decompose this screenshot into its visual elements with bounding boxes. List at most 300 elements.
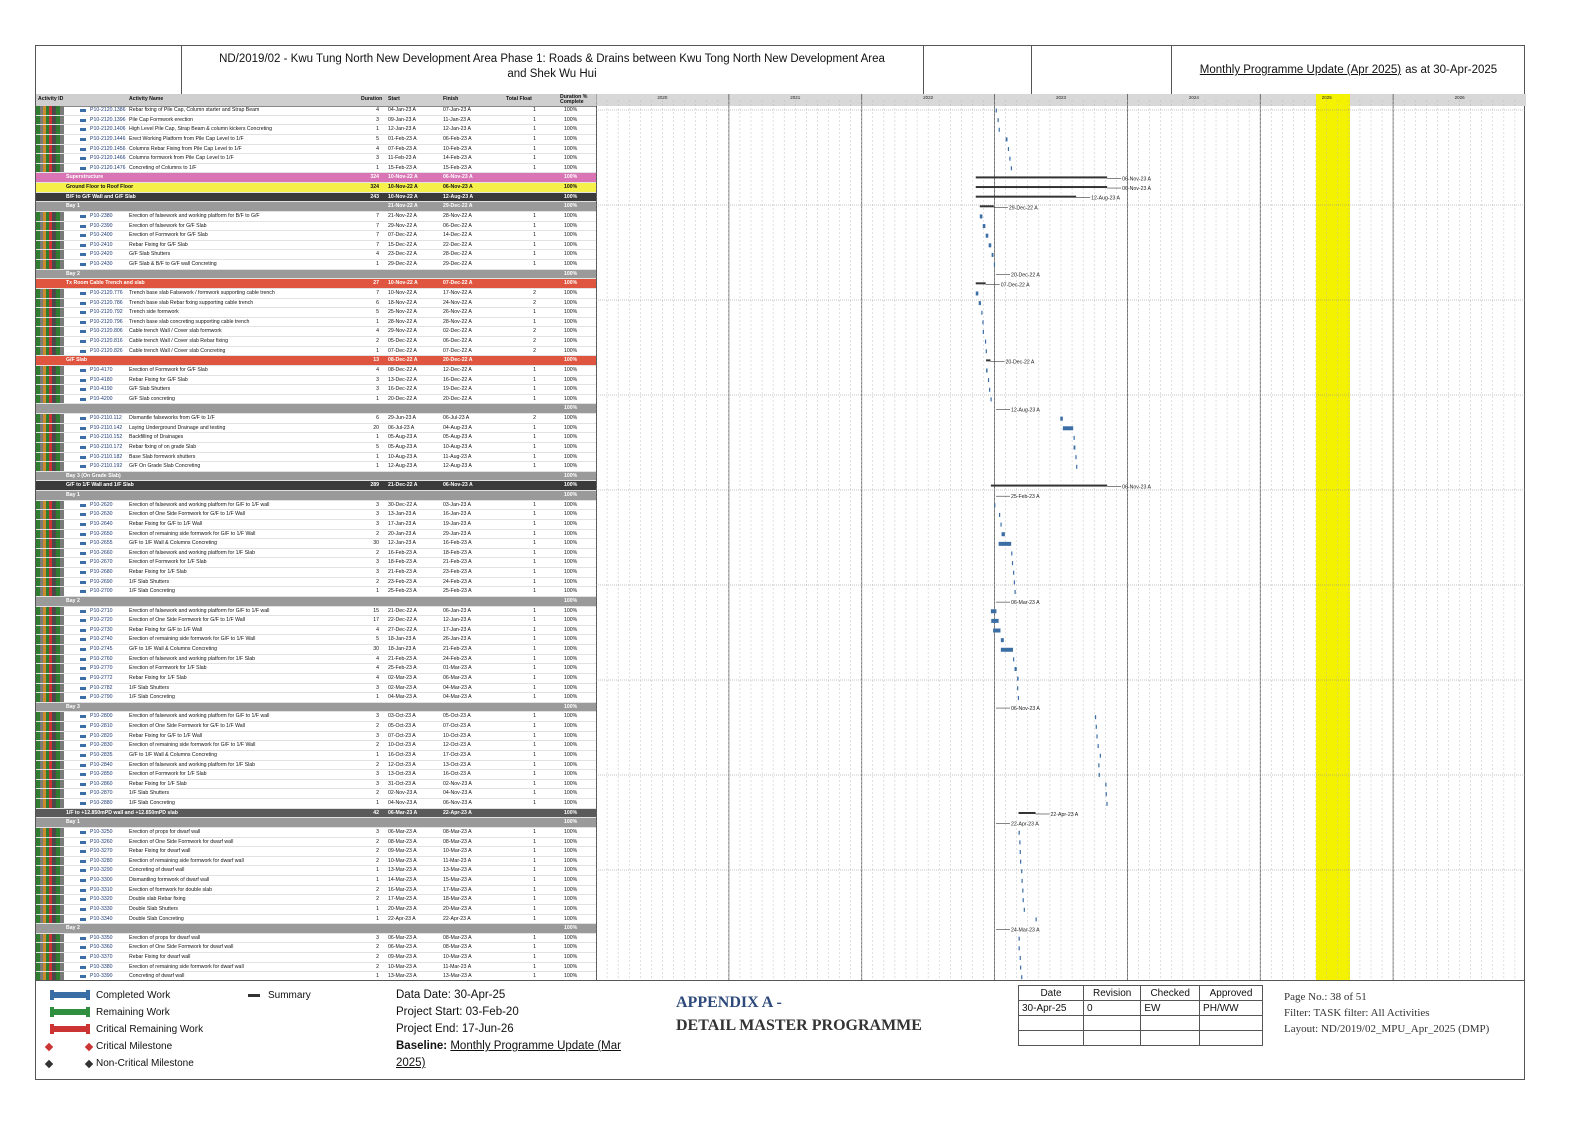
activity-row[interactable]: [36, 635, 596, 645]
total-float: 1: [533, 453, 536, 460]
critical-milestone-icon: [45, 1043, 53, 1051]
pct-complete: 100%: [564, 520, 578, 527]
activity-bar: [994, 503, 995, 507]
wbs-group-row[interactable]: [36, 472, 596, 482]
activity-bar: [998, 118, 999, 122]
activity-id: P10-2772: [90, 674, 113, 681]
activity-row[interactable]: [36, 318, 596, 328]
activity-id: P10-2120.1386: [90, 107, 126, 113]
activity-name: Erection of falsework and working platform for 1/F Slab: [129, 655, 255, 662]
finish-date: 03-Jan-23 A: [443, 501, 471, 508]
duration: 1: [376, 915, 379, 922]
activity-bar: [999, 542, 1012, 546]
summary-bar: [980, 205, 994, 207]
start-date: 09-Jan-23 A: [388, 116, 416, 123]
wbs-group-row[interactable]: [36, 202, 596, 212]
activity-name: Pile Cap Formwork erection: [129, 116, 194, 123]
total-float: 1: [533, 309, 536, 316]
activity-row[interactable]: [36, 395, 596, 405]
activity-row[interactable]: [36, 587, 596, 597]
activity-bar: [1036, 917, 1037, 921]
wbs-group-row[interactable]: [36, 183, 596, 193]
activity-row[interactable]: [36, 578, 596, 588]
total-float: 1: [533, 915, 536, 922]
total-float: 1: [533, 376, 536, 383]
total-float: 1: [533, 655, 536, 662]
wbs-group-row[interactable]: [36, 173, 596, 183]
activity-name: 1/F Slab Shutters: [129, 790, 170, 797]
duration: 4: [376, 626, 379, 633]
total-float: 1: [533, 588, 536, 595]
pct-complete: 100%: [564, 559, 578, 566]
activity-bar-icon: [80, 167, 86, 170]
activity-row[interactable]: [36, 125, 596, 135]
activity-row[interactable]: [36, 789, 596, 799]
activity-row[interactable]: [36, 626, 596, 636]
total-float: 1: [533, 530, 536, 537]
pct-complete: 100%: [564, 867, 578, 874]
activity-name: G/F Slab concreting: [129, 395, 175, 402]
activity-row[interactable]: [36, 530, 596, 540]
finish-date-annotation: 12-Aug-23 A: [1091, 195, 1120, 202]
activity-bar-icon: [80, 138, 86, 141]
activity-row[interactable]: [36, 376, 596, 386]
duration: 2: [376, 530, 379, 537]
activity-row[interactable]: [36, 674, 596, 684]
activity-row[interactable]: [36, 289, 596, 299]
activity-bar-icon: [80, 918, 86, 921]
finish-date: 10-Feb-23 A: [443, 145, 472, 152]
activity-name: 1/F Slab Shutters: [129, 578, 170, 585]
activity-row[interactable]: [36, 722, 596, 732]
total-float: 1: [533, 212, 536, 219]
start-date: 29-Nov-22 A: [388, 222, 417, 229]
activity-name: Erection of formwork for double slab: [129, 886, 213, 893]
activity-row[interactable]: [36, 732, 596, 742]
activity-row[interactable]: [36, 539, 596, 549]
activity-id: P10-3290: [90, 867, 113, 874]
pct-complete: 100%: [564, 280, 578, 287]
start-date: 12-Jan-23 A: [388, 126, 416, 133]
activity-id: P10-2670: [90, 559, 113, 566]
total-float: 1: [533, 713, 536, 720]
activity-bar: [1074, 446, 1076, 450]
activity-row[interactable]: [36, 250, 596, 260]
finish-date: 06-Feb-23 A: [443, 135, 472, 142]
start-date: 10-Nov-22 A: [388, 174, 418, 181]
start-date: 13-Oct-23 A: [388, 771, 416, 778]
activity-name: 1/F Slab Shutters: [129, 684, 170, 691]
activity-row[interactable]: [36, 414, 596, 424]
wbs-group-row[interactable]: [36, 491, 596, 501]
legend-remaining: Remaining Work: [46, 1004, 376, 1021]
activity-row[interactable]: [36, 366, 596, 376]
activity-row[interactable]: [36, 433, 596, 443]
activity-row[interactable]: [36, 135, 596, 145]
activity-id: P10-2730: [90, 626, 113, 633]
activity-row[interactable]: [36, 299, 596, 309]
activity-bar-icon: [80, 648, 86, 651]
wbs-group-row[interactable]: [36, 703, 596, 713]
activity-id: P10-2840: [90, 761, 113, 768]
duration: 2: [376, 857, 379, 864]
activity-name: Trench side formwork: [129, 309, 179, 316]
activity-row[interactable]: [36, 838, 596, 848]
activity-bar: [993, 629, 1000, 633]
activity-id: P10-2120.792: [90, 309, 123, 316]
activity-bar-icon: [80, 311, 86, 314]
duration: 1: [376, 395, 379, 402]
duration: 5: [376, 135, 379, 142]
activity-id: P10-2110.192: [90, 463, 123, 470]
activity-row[interactable]: [36, 616, 596, 626]
finish-date: 04-Nov-23 A: [443, 790, 472, 797]
activity-id: P10-2120.1396: [90, 116, 126, 123]
wbs-group-row[interactable]: [36, 924, 596, 934]
total-float: 1: [533, 934, 536, 941]
finish-date: 06-Nov-23 A: [443, 174, 473, 181]
activity-name: G/F to 1/F Wall & Columns Concreting: [129, 540, 218, 547]
activity-bar-icon: [80, 744, 86, 747]
activity-bar-icon: [80, 148, 86, 151]
activity-id: P10-2655: [90, 540, 113, 547]
start-date: 08-Dec-22 A: [388, 357, 418, 364]
duration: 5: [376, 309, 379, 316]
year-label: 2024: [1188, 95, 1199, 100]
finish-date: 12-Aug-23 A: [443, 193, 474, 200]
activity-bar: [1017, 686, 1018, 690]
pct-complete: 100%: [564, 886, 578, 893]
activity-bar-icon: [80, 456, 86, 459]
total-float: 1: [533, 126, 536, 133]
pct-complete: 100%: [564, 386, 578, 393]
pct-complete: 100%: [564, 578, 578, 585]
activity-row[interactable]: [36, 963, 596, 973]
activity-name: Erection of remaining side formwork for G/F to 1/F Wall: [129, 742, 256, 749]
activity-bar: [986, 369, 987, 373]
total-float: 1: [533, 665, 536, 672]
finish-date: 08-Mar-23 A: [443, 944, 472, 951]
pct-complete: 100%: [564, 126, 578, 133]
duration: 3: [376, 828, 379, 835]
finish-date: 05-Oct-23 A: [443, 713, 471, 720]
activity-bar: [1023, 898, 1024, 902]
wbs-group-row[interactable]: [36, 404, 596, 414]
activity-row[interactable]: [36, 347, 596, 357]
activity-row[interactable]: [36, 154, 596, 164]
duration: 1: [376, 973, 379, 980]
pct-complete: 100%: [564, 588, 578, 595]
start-date: 25-Feb-23 A: [388, 588, 417, 595]
duration: 7: [376, 212, 379, 219]
wbs-group-row[interactable]: [36, 270, 596, 280]
start-date: 20-Jan-23 A: [388, 530, 416, 537]
activity-row[interactable]: [36, 655, 596, 665]
activity-row[interactable]: [36, 828, 596, 838]
pct-complete: 100%: [564, 694, 578, 701]
pct-complete: 100%: [564, 251, 578, 258]
activity-row[interactable]: [36, 462, 596, 472]
activity-row[interactable]: [36, 568, 596, 578]
activity-name: Erection of One Side Formwork for G/F to 1/F Wall: [129, 723, 245, 729]
activity-name: Rebar Fixing for 1/F Slab: [129, 569, 187, 575]
duration: 3: [376, 732, 379, 739]
duration: 2: [376, 954, 379, 960]
project-title: [181, 46, 924, 94]
critical-bar-icon: [50, 1026, 90, 1032]
activity-id: P10-3360: [90, 944, 113, 951]
activity-row[interactable]: [36, 895, 596, 905]
pct-complete: 100%: [564, 751, 578, 758]
activity-row[interactable]: [36, 607, 596, 617]
activity-row[interactable]: [36, 780, 596, 790]
activity-name: Erection of remaining side formwork for dwarf wall: [129, 857, 244, 864]
activity-row[interactable]: [36, 761, 596, 771]
finish-date-annotation: 22-Apr-23 A: [1050, 811, 1079, 818]
activity-id: P10-2720: [90, 617, 113, 624]
activity-bar: [1021, 975, 1022, 979]
activity-row[interactable]: [36, 145, 596, 155]
activity-row[interactable]: [36, 558, 596, 568]
completed-bar-icon: [50, 992, 90, 998]
wbs-group-row[interactable]: [36, 481, 596, 491]
total-float: 1: [533, 366, 536, 373]
activity-row[interactable]: [36, 231, 596, 241]
wbs-group-row[interactable]: [36, 279, 596, 289]
duration: 2: [376, 723, 379, 729]
activity-id: P10-2110.112: [90, 415, 122, 421]
activity-row[interactable]: [36, 501, 596, 511]
activity-id: P10-3310: [90, 886, 113, 893]
activity-rows: [36, 106, 596, 980]
activity-row[interactable]: [36, 260, 596, 270]
activity-bar: [1106, 802, 1107, 806]
activity-bar-icon: [80, 889, 86, 892]
activity-row[interactable]: [36, 164, 596, 174]
year-label: 2026: [1454, 95, 1465, 100]
finish-date: 29-Jan-23 A: [443, 530, 471, 537]
duration: 3: [376, 116, 379, 123]
duration: 5: [376, 443, 379, 450]
duration: 3: [376, 386, 379, 393]
total-float: 1: [533, 261, 536, 267]
pct-complete: 100%: [564, 944, 578, 951]
activity-row[interactable]: [36, 645, 596, 655]
activity-row[interactable]: [36, 866, 596, 876]
activity-bar-icon: [80, 667, 86, 670]
finish-date: 15-Feb-23 A: [443, 164, 472, 171]
finish-date: 22-Dec-22 A: [443, 241, 472, 248]
activity-name: Superstructure: [66, 174, 104, 181]
finish-date: 24-Nov-22 A: [443, 299, 472, 306]
activity-row[interactable]: [36, 915, 596, 925]
total-float: 1: [533, 790, 536, 797]
total-float: 1: [533, 251, 536, 258]
activity-row[interactable]: [36, 106, 596, 116]
finish-date: 16-Jan-23 A: [443, 511, 471, 518]
start-date: 15-Feb-23 A: [388, 164, 417, 171]
activity-bar: [982, 320, 983, 324]
activity-bar: [981, 311, 982, 315]
pct-complete: 100%: [564, 569, 578, 575]
finish-date: 21-Feb-23 A: [443, 559, 472, 566]
start-date: 09-Mar-23 A: [388, 848, 417, 855]
duration: 3: [376, 771, 379, 778]
activity-row[interactable]: [36, 857, 596, 867]
start-date: 06-Mar-23 A: [388, 809, 418, 816]
activity-row[interactable]: [36, 847, 596, 857]
activity-row[interactable]: [36, 241, 596, 251]
duration: 2: [376, 790, 379, 797]
wbs-group-row[interactable]: [36, 597, 596, 607]
total-float: 1: [533, 800, 536, 806]
total-float: 1: [533, 886, 536, 893]
pct-complete: 100%: [564, 232, 578, 239]
activity-bar: [989, 388, 990, 392]
activity-id: P10-2120.1456: [90, 145, 126, 152]
wbs-group-row[interactable]: [36, 193, 596, 203]
activity-row[interactable]: [36, 886, 596, 896]
activity-bar-icon: [80, 109, 86, 112]
activity-bar: [1001, 648, 1013, 652]
duration: 1: [376, 751, 379, 758]
finish-date-annotation: 06-Nov-23 A: [1122, 186, 1151, 193]
wbs-group-row[interactable]: [36, 809, 596, 819]
activity-row[interactable]: [36, 741, 596, 751]
finish-date: 11-Mar-23 A: [443, 963, 472, 970]
total-float: 1: [533, 723, 536, 729]
activity-row[interactable]: [36, 693, 596, 703]
activity-bar: [1014, 580, 1015, 584]
activity-row[interactable]: [36, 934, 596, 944]
activity-row[interactable]: [36, 116, 596, 126]
activity-bar: [1021, 869, 1022, 873]
activity-bar-icon: [80, 523, 86, 526]
activity-row[interactable]: [36, 943, 596, 953]
finish-date: 24-Feb-23 A: [443, 655, 472, 662]
activity-row[interactable]: [36, 712, 596, 722]
activity-bar-icon: [80, 321, 86, 324]
activity-bar-icon: [80, 590, 86, 593]
duration: 1: [376, 126, 379, 133]
activity-bar: [1015, 590, 1016, 594]
pct-complete: 100%: [564, 482, 578, 489]
activity-row[interactable]: [36, 799, 596, 809]
activity-row[interactable]: [36, 972, 596, 980]
activity-name: Erection of Formwork for 1/F Slab: [129, 771, 207, 778]
project-title-line1: ND/2019/02 - Kwu Tung North New Development Area Phase 1: Roads & Drains between Kwu Tong North New Development Area: [219, 53, 885, 65]
activity-id: P10-2782: [90, 684, 113, 691]
total-float: 1: [533, 944, 536, 951]
finish-date: 22-Apr-23 A: [443, 809, 472, 816]
activity-row[interactable]: [36, 751, 596, 761]
activity-row[interactable]: [36, 770, 596, 780]
duration: 1: [376, 453, 379, 460]
activity-name: Trench base slab concreting supporting cable trench: [129, 318, 250, 325]
activity-bar: [1020, 966, 1021, 970]
activity-row[interactable]: [36, 453, 596, 463]
activity-row[interactable]: [36, 212, 596, 222]
finish-date: 12-Aug-23 A: [443, 463, 472, 470]
duration: 30: [373, 646, 379, 652]
activity-bar-icon: [80, 446, 86, 449]
start-date: 20-Dec-22 A: [388, 395, 417, 402]
pct-complete: 100%: [564, 684, 578, 691]
activity-row[interactable]: [36, 520, 596, 530]
activity-row[interactable]: [36, 443, 596, 453]
start-date: 22-Dec-22 A: [388, 617, 417, 624]
duration: 4: [376, 674, 379, 681]
col-total-float: Total Float: [506, 96, 532, 102]
pct-complete: 100%: [564, 761, 578, 768]
activity-row[interactable]: [36, 222, 596, 232]
total-float: 1: [533, 116, 536, 123]
activity-row[interactable]: [36, 905, 596, 915]
duration: 2: [376, 549, 379, 556]
finish-date: 12-Jan-23 A: [443, 126, 471, 133]
activity-row[interactable]: [36, 684, 596, 694]
finish-date-annotation: 29-Dec-22 A: [1008, 205, 1038, 212]
layout-info: Layout: ND/2019/02_MPU_Apr_2025 (DMP): [1284, 1023, 1490, 1035]
wbs-group-row[interactable]: [36, 356, 596, 366]
activity-bar: [1011, 166, 1012, 170]
pct-complete: 100%: [564, 415, 578, 421]
activity-id: P10-3320: [90, 896, 113, 903]
legend-critical-remaining: Critical Remaining Work: [46, 1021, 376, 1038]
activity-id: P10-2110.182: [90, 453, 123, 460]
activity-row[interactable]: [36, 510, 596, 520]
activity-name: Trench base slab Falsework / formwork supporting cable trench: [129, 289, 275, 296]
duration: 42: [373, 809, 379, 816]
activity-row[interactable]: [36, 664, 596, 674]
wbs-group-row[interactable]: [36, 818, 596, 828]
data-date: Data Date: 30-Apr-25: [396, 989, 506, 1001]
activity-bar: [1024, 908, 1025, 912]
activity-row[interactable]: [36, 424, 596, 434]
start-date: 06-Mar-23 A: [388, 934, 417, 941]
activity-row[interactable]: [36, 549, 596, 559]
total-float: 1: [533, 877, 536, 883]
activity-id: P10-2120.1466: [90, 155, 126, 162]
start-date: 21-Feb-23 A: [388, 655, 417, 662]
activity-bar: [1095, 715, 1096, 719]
pct-complete: 100%: [564, 289, 578, 296]
activity-row[interactable]: [36, 327, 596, 337]
start-date: 10-Nov-22 A: [388, 280, 418, 287]
pct-complete: 100%: [564, 655, 578, 662]
pct-complete: 100%: [564, 347, 578, 354]
activity-bar-icon: [80, 225, 86, 228]
activity-id: P10-3340: [90, 915, 113, 922]
activity-name: Erection of Formwork for 1/F Slab: [129, 665, 207, 672]
activity-row[interactable]: [36, 876, 596, 886]
activity-id: P10-3350: [90, 934, 113, 941]
pct-complete: 100%: [564, 164, 578, 171]
activity-bar: [992, 253, 994, 257]
activity-row[interactable]: [36, 953, 596, 963]
total-float: 1: [533, 684, 536, 691]
activity-id: P10-2630: [90, 511, 113, 518]
start-date: 06-Jul-23 A: [388, 424, 415, 431]
activity-row[interactable]: [36, 337, 596, 347]
activity-name: 1/F to +12.850mPD wall and +12.850mPD slab: [66, 809, 178, 816]
activity-bar: [1020, 956, 1021, 960]
activity-row[interactable]: [36, 308, 596, 318]
activity-bar: [1076, 465, 1077, 469]
total-float: 1: [533, 838, 536, 845]
activity-row[interactable]: [36, 385, 596, 395]
signoff-approved: PH/WW: [1200, 1001, 1263, 1016]
